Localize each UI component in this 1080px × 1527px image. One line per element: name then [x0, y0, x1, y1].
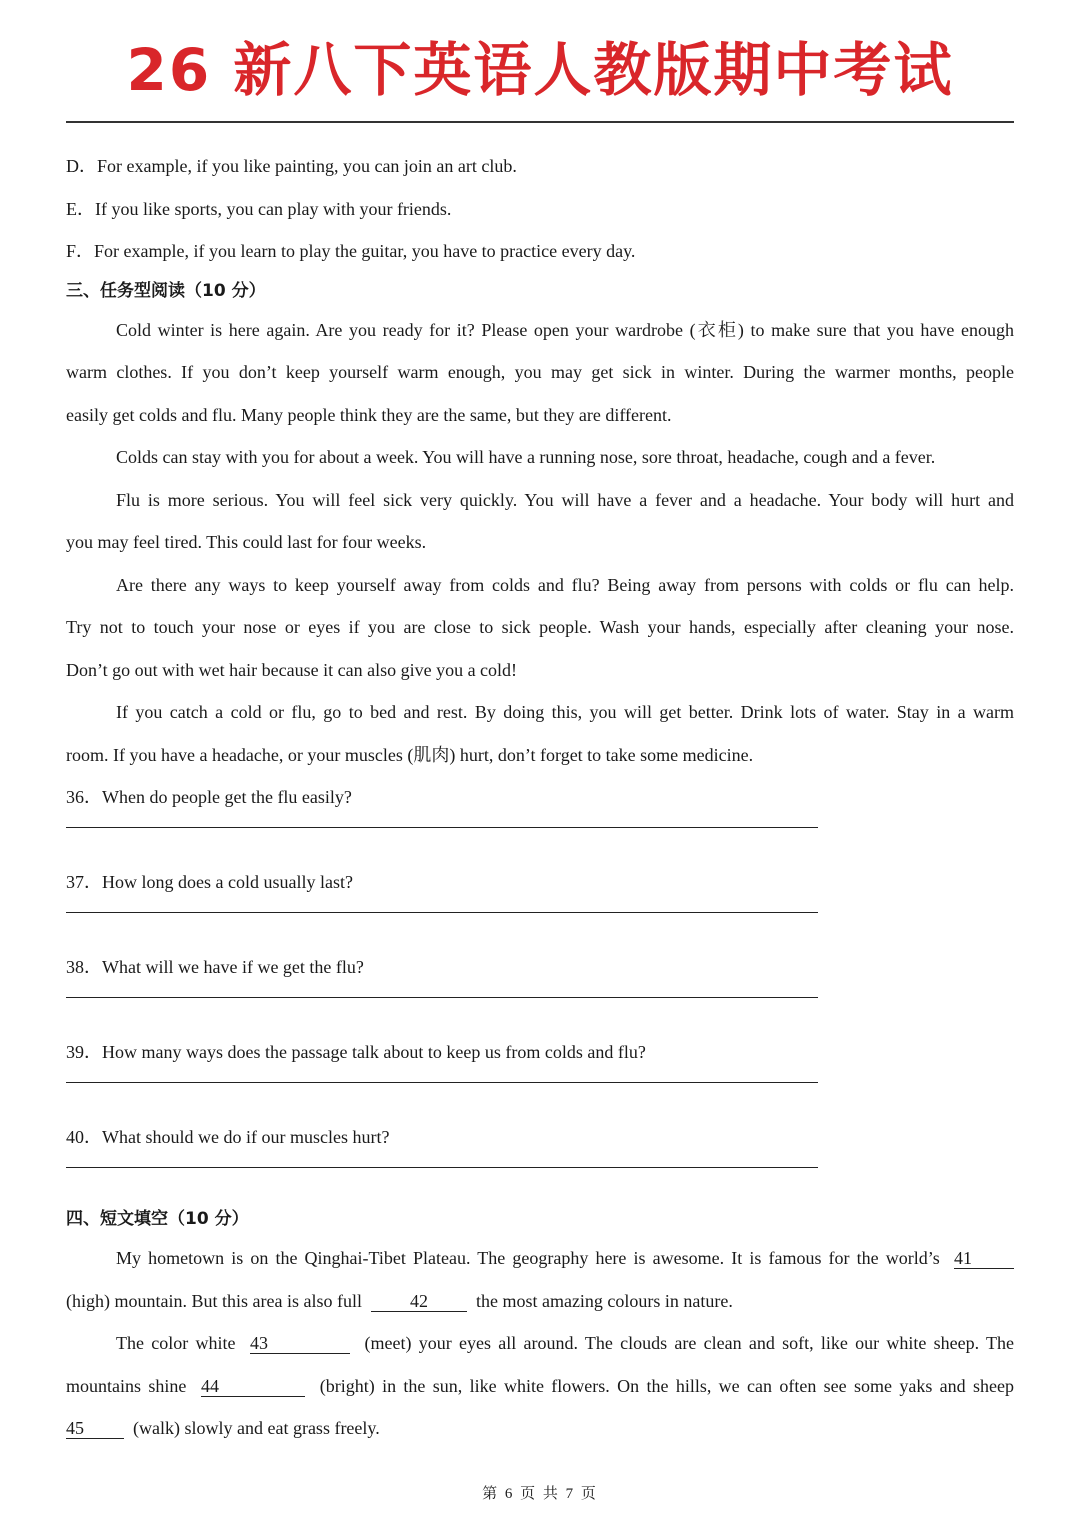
option-f: F．For example, if you learn to play the guitar, you have to practice every day.	[66, 241, 636, 261]
question-39	[66, 1031, 1014, 1116]
cloze-text: (walk) slowly and eat grass freely.	[133, 1418, 380, 1438]
answer-line[interactable]	[66, 1082, 818, 1083]
header-divider	[66, 121, 1014, 123]
question-text: 37．How long does a cold usually last?	[66, 872, 353, 892]
page-content	[66, 145, 1014, 1450]
cloze-text: the most amazing colours in nature.	[475, 1290, 733, 1311]
blank-41[interactable]: 41	[954, 1248, 1014, 1269]
cloze-line	[66, 1280, 1014, 1323]
cloze-text: The color white	[116, 1333, 236, 1353]
cloze-text: My hometown is on the Qinghai-Tibet Plateau. The geography here is awesome. It is famous for the world’s	[116, 1248, 940, 1268]
cloze-line	[66, 1322, 1014, 1365]
passage-line: Try not to touch your nose or eyes if you are close to sick people. Wash your hands, especially after cleaning your nose.	[66, 617, 1014, 637]
cloze-line	[66, 1407, 1014, 1450]
cloze-line	[66, 1237, 1014, 1280]
cloze-text: (bright) in the sun, like white flowers. On the hills, we can often see some yaks and sheep	[319, 1375, 1015, 1396]
reading-passage	[66, 309, 1014, 777]
answer-line[interactable]	[66, 1167, 818, 1168]
question-text: 38．What will we have if we get the flu?	[66, 957, 364, 977]
passage-line: If you catch a cold or flu, go to bed and rest. By doing this, you will get better. Drink lots of water. Stay in a warm	[116, 702, 1014, 722]
passage-line: room. If you have a headache, or your muscles (肌肉) hurt, don’t forget to take some medicine.	[66, 744, 754, 765]
cloze-passage	[66, 1237, 1014, 1450]
exam-title-banner: 26 新八下英语人教版期中考试	[126, 36, 954, 104]
passage-line: you may feel tired. This could last for four weeks.	[66, 532, 427, 552]
question-37	[66, 861, 1014, 946]
blank-45[interactable]: 45	[66, 1418, 124, 1439]
question-36	[66, 776, 1014, 861]
option-e: E．If you like sports, you can play with your friends.	[66, 198, 452, 219]
answer-line[interactable]	[66, 912, 818, 913]
question-text: 40．What should we do if our muscles hurt?	[66, 1127, 390, 1147]
passage-line: easily get colds and flu. Many people think they are the same, but they are different.	[66, 404, 672, 425]
passage-line: Cold winter is here again. Are you ready for it? Please open your wardrobe (衣柜) to make sure that you have enough	[116, 319, 1014, 340]
answer-options	[66, 145, 1014, 273]
section-4-heading: 四、短文填空（10 分）	[66, 1209, 249, 1229]
cloze-text: (meet) your eyes all around. The clouds are clean and soft, like our white sheep. The	[364, 1333, 1015, 1353]
section-3-heading: 三、任务型阅读（10 分）	[66, 280, 266, 301]
answer-line[interactable]	[66, 827, 818, 828]
cloze-text: (high) mountain. But this area is also full	[66, 1290, 362, 1311]
question-list	[66, 776, 1014, 1201]
passage-line: warm clothes. If you don’t keep yourself warm enough, you may get sick in winter. During the warmer months, people	[66, 362, 1014, 382]
blank-44[interactable]: 44	[201, 1376, 305, 1397]
question-text: 36．When do people get the flu easily?	[66, 787, 352, 807]
question-40	[66, 1116, 1014, 1201]
answer-line[interactable]	[66, 997, 818, 998]
passage-line: Don’t go out with wet hair because it can also give you a cold!	[66, 659, 518, 680]
passage-line: Flu is more serious. You will feel sick very quickly. You will have a fever and a headache. Your body will hurt and	[116, 489, 1014, 510]
cloze-line	[66, 1365, 1014, 1408]
passage-line: Are there any ways to keep yourself away from colds and flu? Being away from persons with colds or flu can help.	[116, 574, 1014, 595]
blank-42[interactable]: 42	[371, 1291, 467, 1312]
page-number: 第 6 页 共 7 页	[482, 1486, 598, 1502]
question-text: 39．How many ways does the passage talk about to keep us from colds and flu?	[66, 1042, 646, 1062]
cloze-text: mountains shine	[66, 1375, 187, 1396]
question-38	[66, 946, 1014, 1031]
passage-line: Colds can stay with you for about a week. You will have a running nose, sore throat, headache, cough and a fever.	[116, 447, 936, 467]
blank-43[interactable]: 43	[250, 1333, 350, 1354]
option-d: D．For example, if you like painting, you can join an art club.	[66, 156, 517, 176]
